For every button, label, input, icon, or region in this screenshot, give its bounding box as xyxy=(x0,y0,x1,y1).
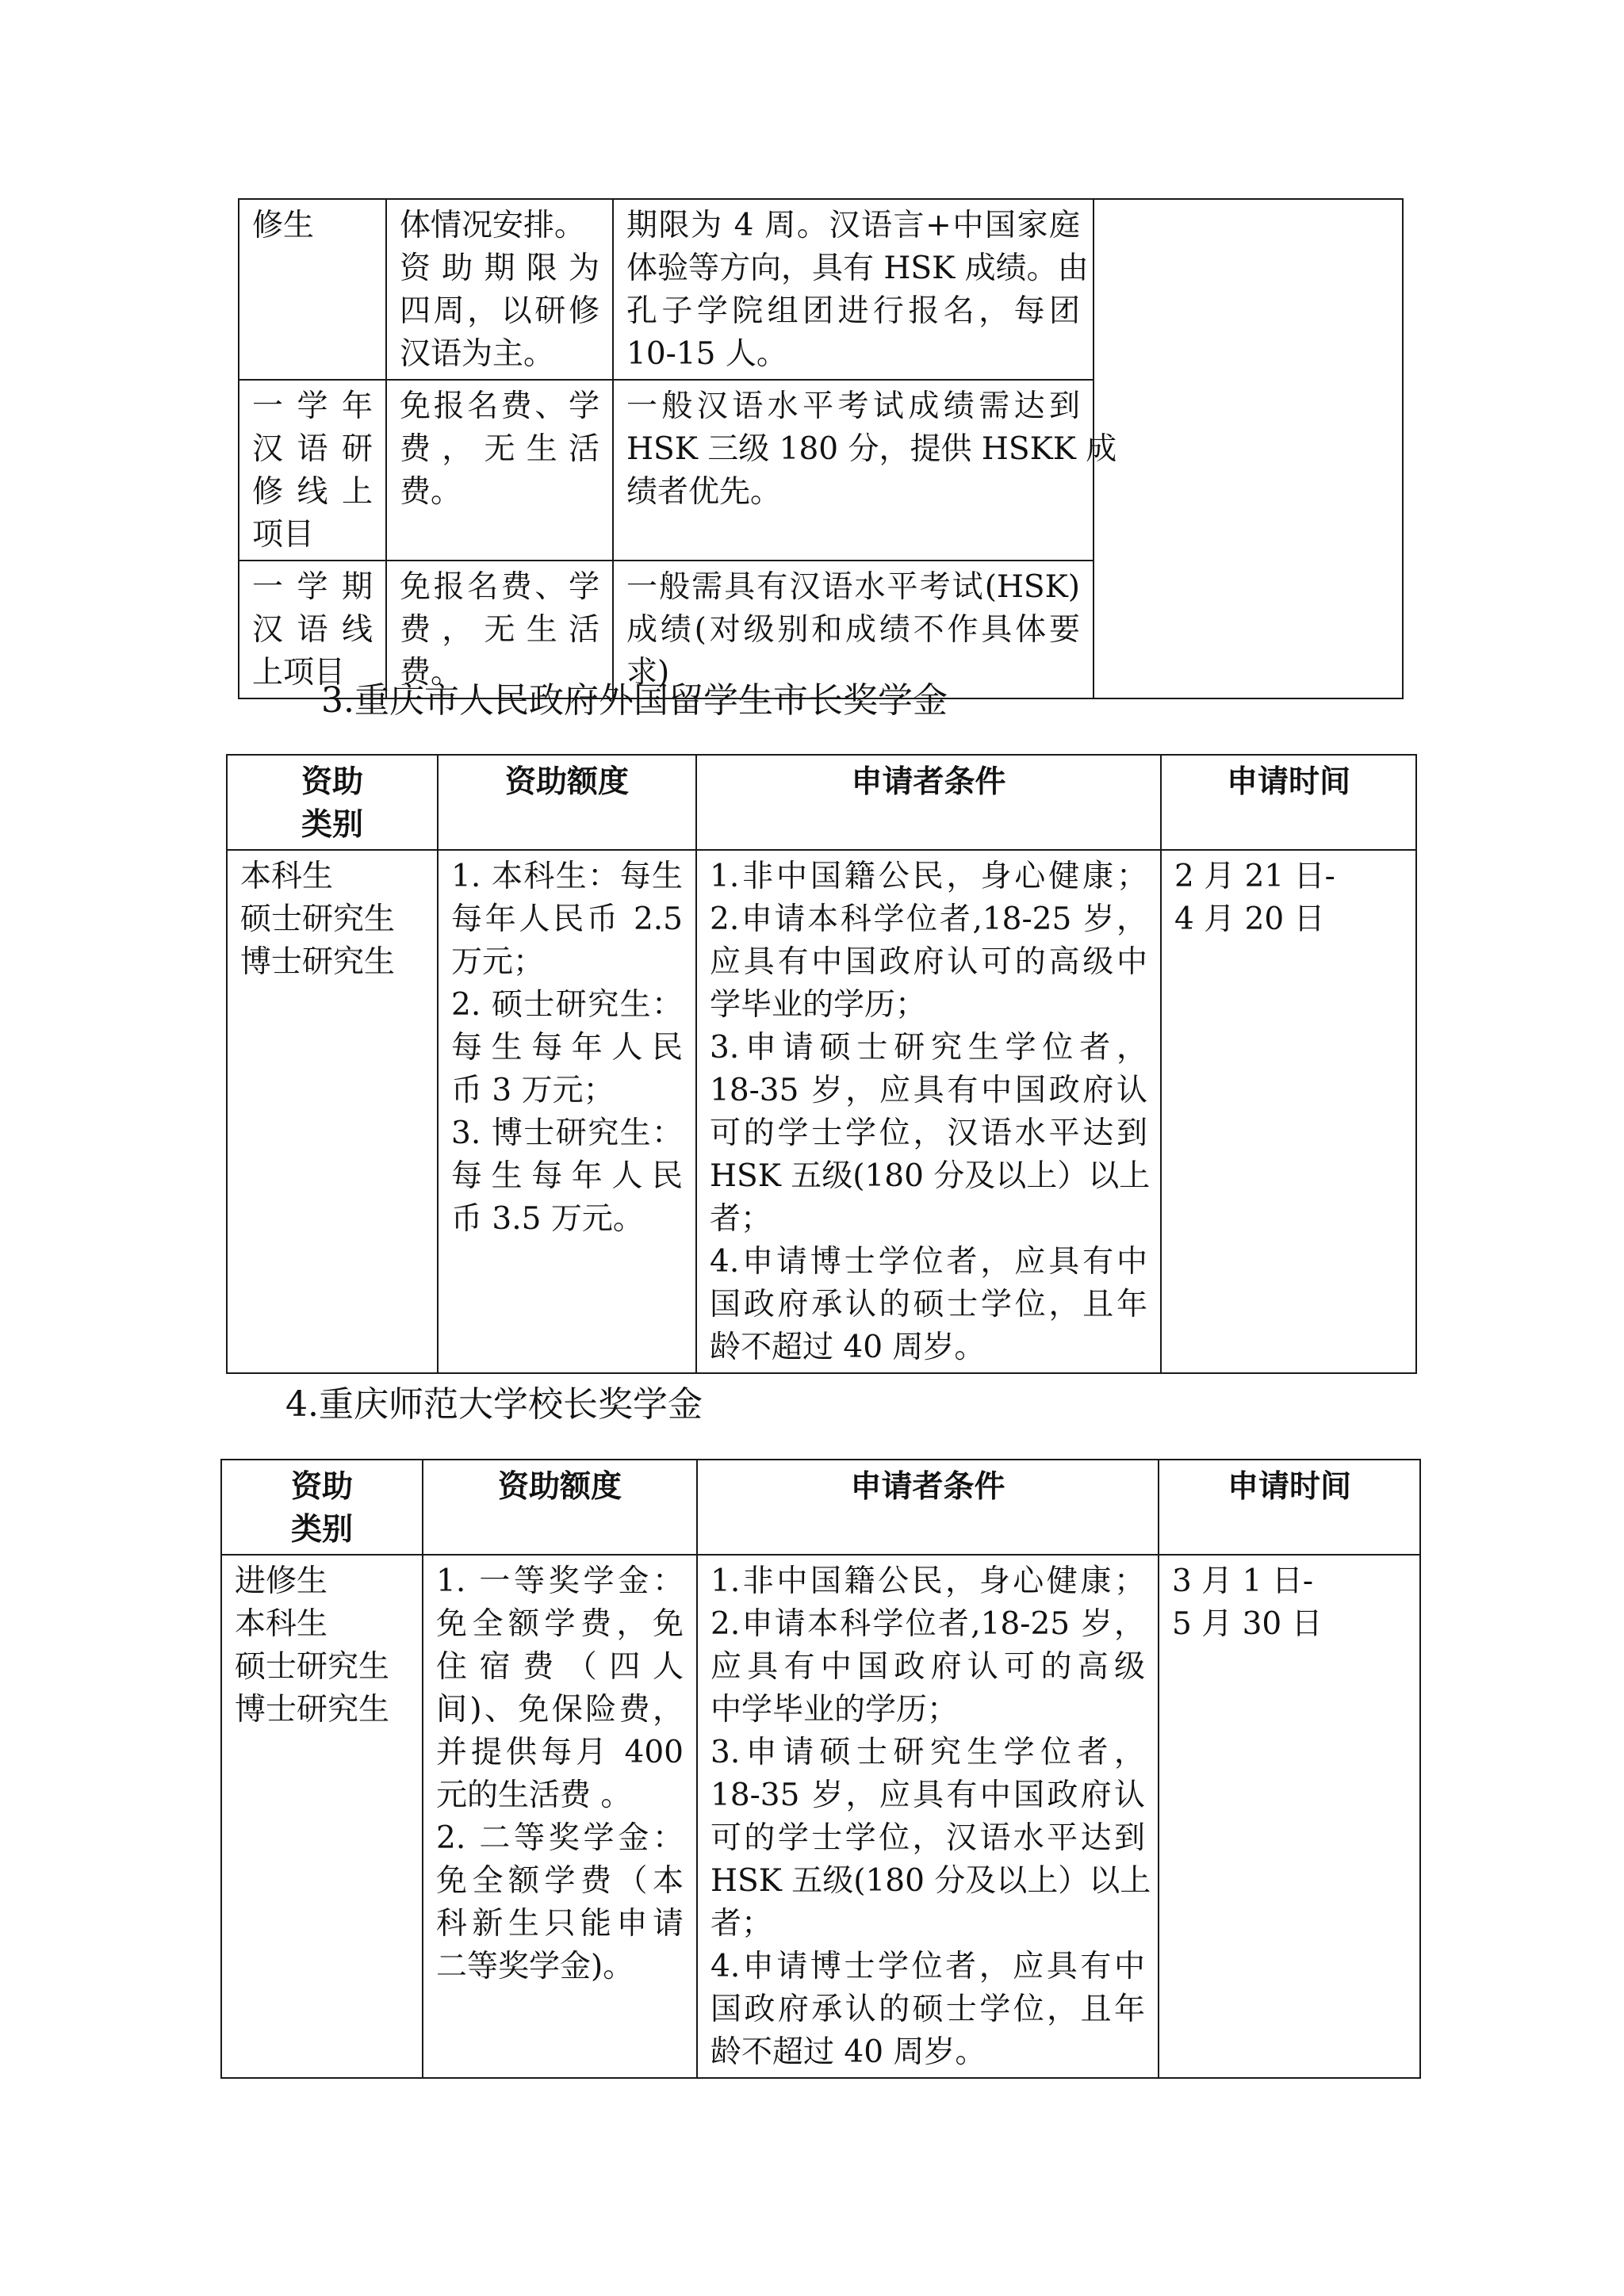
category-cell: 进修生 本科生 硕士研究生 博士研究生 xyxy=(221,1555,423,2078)
header-time: 申请时间 xyxy=(1161,755,1416,850)
amount-cell: 1. 一等奖学金： 免全额学费，免 住宿费（四人 间)、免保险费， 并提供每月 400 元的生活费 。 2. 二等奖学金： 免全额学费（本 科新生只能申请 二等奖学金)。 xyxy=(423,1555,697,2078)
table-row xyxy=(221,1555,1420,2078)
header-conditions: 申请者条件 xyxy=(697,1460,1159,1555)
category-cell: 本科生 硕士研究生 博士研究生 xyxy=(227,850,438,1373)
continued-table xyxy=(238,198,1404,699)
time-cell: 2 月 21 日- 4 月 20 日 xyxy=(1161,850,1416,1373)
header-amount: 资助额度 xyxy=(423,1460,697,1555)
empty-cell xyxy=(1094,199,1403,698)
conditions-cell: 一般需具有汉语水平考试(HSK) 成绩(对级别和成绩不作具体要 求) xyxy=(613,561,1094,698)
category-cell: 修生 xyxy=(239,199,386,380)
president-scholarship-table xyxy=(220,1459,1421,2079)
section-4-heading: 4.重庆师范大学校长奖学金 xyxy=(285,1384,703,1425)
time-cell: 3 月 1 日- 5 月 30 日 xyxy=(1159,1555,1420,2078)
funding-cell: 免报名费、学 费，无生活 费。 xyxy=(386,561,613,698)
table-header-row xyxy=(221,1460,1420,1555)
header-time: 申请时间 xyxy=(1159,1460,1420,1555)
conditions-cell: 期限为 4 周。汉语言+中国家庭 体验等方向，具有 HSK 成绩。由 孔子学院组团进行报名，每团 10-15 人。 xyxy=(613,199,1094,380)
table-row xyxy=(239,199,1403,380)
conditions-cell: 1.非中国籍公民，身心健康； 2.申请本科学位者,18-25 岁， 应具有中国政府认可的高级中 学毕业的学历； 3.申请硕士研究生学位者， 18-35 岁，应具有中国政府认 可的学士学位，汉语水平达到 HSK 五级(180 分及以上）以上 者； 4.申请博士学位者，应具有中 国政府承认的硕士学位，且年 龄不超过 40 周岁。 xyxy=(696,850,1161,1373)
category-cell: 一学年 汉语研 修线上 项目 xyxy=(239,380,386,561)
header-category: 资助 类别 xyxy=(221,1460,423,1555)
table-header-row xyxy=(227,755,1416,850)
section-3-heading: 3.重庆市人民政府外国留学生市长奖学金 xyxy=(321,680,948,721)
mayor-scholarship-table xyxy=(226,754,1417,1374)
header-category: 资助 类别 xyxy=(227,755,438,850)
header-conditions: 申请者条件 xyxy=(696,755,1161,850)
funding-cell: 体情况安排。 资助期限为 四周，以研修 汉语为主。 xyxy=(386,199,613,380)
header-amount: 资助额度 xyxy=(438,755,696,850)
amount-cell: 1. 本科生：每生 每年人民币 2.5 万元； 2. 硕士研究生： 每生每年人民 币 3 万元； 3. 博士研究生： 每生每年人民 币 3.5 万元。 xyxy=(438,850,696,1373)
conditions-cell: 一般汉语水平考试成绩需达到 HSK 三级 180 分，提供 HSKK 成 绩者优先。 xyxy=(613,380,1094,561)
table-row xyxy=(227,850,1416,1373)
funding-cell: 免报名费、学 费，无生活 费。 xyxy=(386,380,613,561)
conditions-cell: 1.非中国籍公民，身心健康； 2.申请本科学位者,18-25 岁， 应具有中国政府认可的高级 中学毕业的学历； 3.申请硕士研究生学位者， 18-35 岁，应具有中国政府认 可的学士学位，汉语水平达到 HSK 五级(180 分及以上）以上 者； 4.申请博士学位者，应具有中 国政府承认的硕士学位，且年 龄不超过 40 周岁。 xyxy=(697,1555,1159,2078)
category-cell: 一学期 汉语线 上项目 xyxy=(239,561,386,698)
